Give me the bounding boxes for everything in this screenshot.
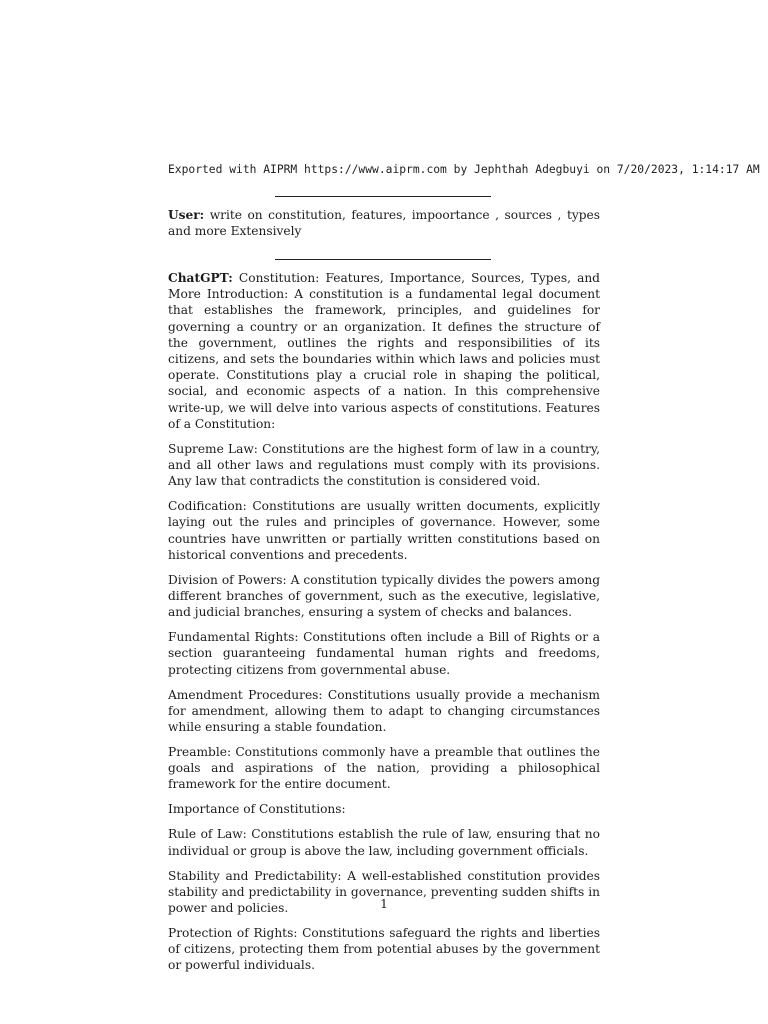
paragraph-stability: Stability and Predictability: A well-established constitution provides stability and predictability in governance, preventing sudden shifts in power and policies. bbox=[168, 868, 600, 916]
user-message-text: write on constitution, features, impoortance , sources , types and more Extensively bbox=[168, 208, 600, 239]
user-speaker-label: User: bbox=[168, 208, 205, 222]
paragraph-codification: Codification: Constitutions are usually written documents, explicitly laying out the rules and principles of governance. However, some countries have unwritten or partially written constitutions based on historical conventions and precedents. bbox=[168, 499, 600, 562]
user-message bbox=[168, 207, 600, 248]
divider-bottom bbox=[275, 259, 491, 260]
paragraph-importance-heading: Importance of Constitutions: bbox=[168, 802, 346, 817]
paragraph-preamble: Preamble: Constitutions commonly have a preamble that outlines the goals and aspirations of the nation, providing a philosophical framework for the entire document. bbox=[168, 745, 600, 792]
chatgpt-speaker-label: ChatGPT: bbox=[168, 271, 233, 285]
paragraph-protection-of-rights: Protection of Rights: Constitutions safeguard the rights and liberties of citizens, protecting them from potential abuses by the government or powerful individuals. bbox=[168, 926, 600, 973]
paragraph-division-of-powers: Division of Powers: A constitution typically divides the powers among different branches of government, such as the executive, legislative, and judicial branches, ensuring a system of checks and balances. bbox=[168, 572, 600, 620]
paragraph-supreme-law: Supreme Law: Constitutions are the highest form of law in a country, and all other laws and regulations must comply with its provisions. Any law that contradicts the constitution is considered void. bbox=[168, 441, 600, 489]
paragraph-rule-of-law: Rule of Law: Constitutions establish the rule of law, ensuring that no individual or group is above the law, including government officials. bbox=[168, 827, 600, 858]
export-info: Exported with AIPRM https://www.aiprm.com by Jephthah Adegbuyi on 7/20/2023, 1:14:17 AM bbox=[168, 163, 760, 176]
page-number: 1 bbox=[380, 897, 388, 911]
chatgpt-intro-text: Constitution: Features, Importance, Sources, Types, and More Introduction: A constitution is a fundamental legal document that establishes the framework, principles, and guidelines for governing a country or an organization. It defines the structure of the government, outlines the rights and responsibilities of its citizens, and sets the boundaries within which laws and policies must operate. Constitutions play a crucial role in shaping the political, social, and economic aspects of a nation. In this comprehensive write-up, we will delve into various aspects of constitutions. Features of a Constitution: bbox=[168, 271, 600, 431]
paragraph-amendment-procedures: Amendment Procedures: Constitutions usually provide a mechanism for amendment, allowing them to adapt to changing circumstances while ensuring a stable foundation. bbox=[168, 687, 600, 735]
paragraph-fundamental-rights: Fundamental Rights: Constitutions often include a Bill of Rights or a section guaranteeing fundamental human rights and freedoms, protecting citizens from governmental abuse. bbox=[168, 630, 600, 677]
divider-top bbox=[275, 196, 491, 197]
chatgpt-message bbox=[168, 270, 600, 982]
